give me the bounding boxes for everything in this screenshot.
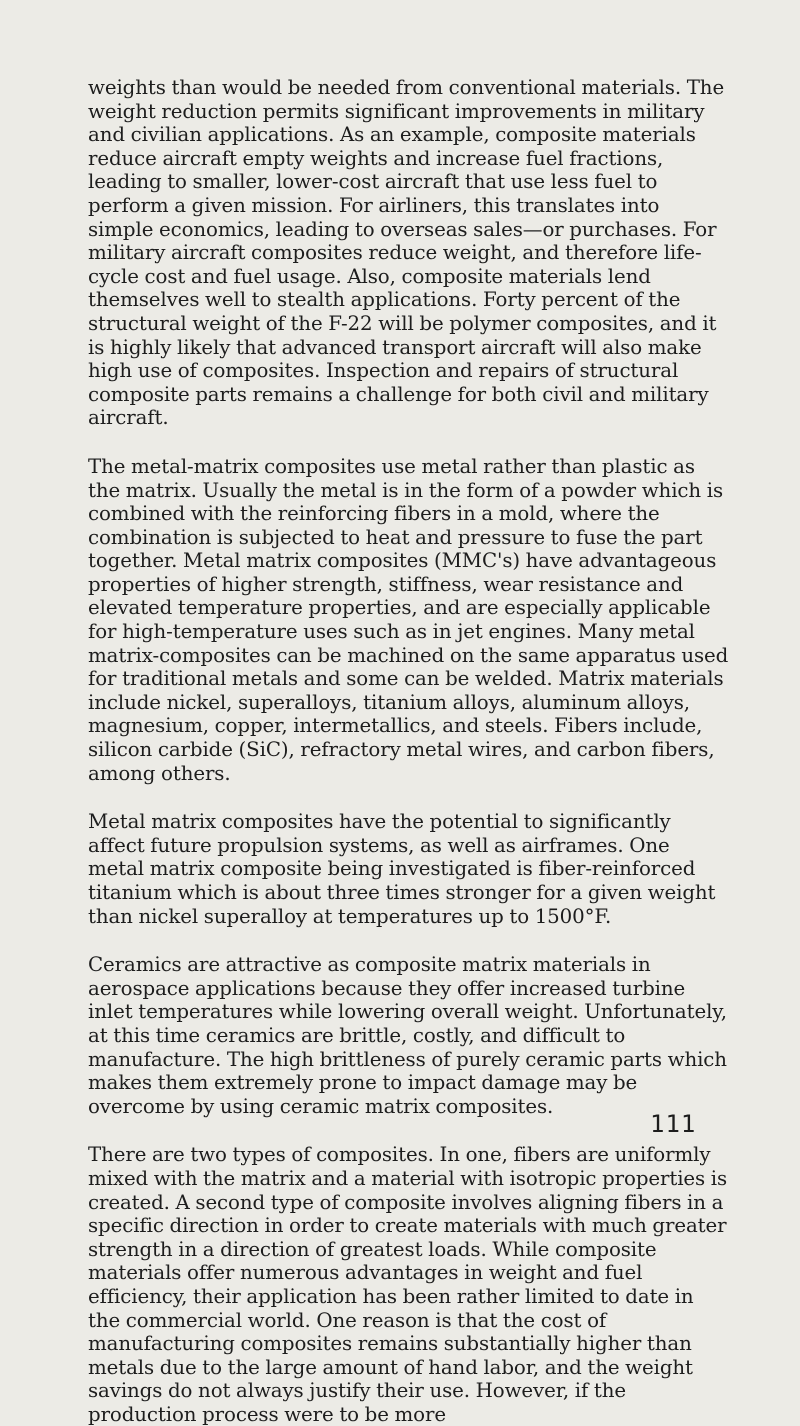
paragraph-composite-types: There are two types of composites. In one, fibers are uniformly mixed with the matrix and a material with isotropic properties is created. A second type of composite involves aligning fibers in a specific direction in order to create materials with much greater strength in a direction of greatest loads. While composite materials offer numerous advantages in weight and fuel efficiency, their application has been rather limited to date in the commercial world. One reason is that the cost of manufacturing composites remains substantially higher than metals due to the large amount of hand labor, and the weight savings do not always justify their use. However, if the production process were to be more — [88, 1143, 728, 1426]
paragraph-ceramic-matrix: Ceramics are attractive as composite matrix materials in aerospace applications because they offer increased turbine inlet temperatures while lowering overall weight. Unfortunately, at this time ceramics are brittle, costly, and difficult to manufacture. The high brittleness of purely ceramic parts which makes them extremely prone to impact damage may be overcome by using ceramic matrix composites. — [88, 953, 727, 1118]
page-number: 111 — [650, 1110, 697, 1138]
paragraph-composite-weight-benefits: weights than would be needed from conventional materials. The weight reduction permits significant improvements in military and civilian applications. As an example, composite materials reduce aircraft empty weights and increase fuel fractions, leading to smaller, lower-cost aircraft that use less fuel to perform a given mission. For airliners, this translates into simple economics, leading to overseas sales—or purchases. For military aircraft composites reduce weight, and therefore life-cycle cost and fuel usage. Also, composite materials lend themselves well to stealth applications. Forty percent of the structural weight of the F-22 will be polymer composites, and it is highly likely that advanced transport aircraft will also make high use of composites. Inspection and repairs of structural composite parts remains a challenge for both civil and military aircraft. — [88, 76, 725, 430]
body-text — [88, 76, 730, 1426]
paragraph-metal-matrix-composites: The metal-matrix composites use metal rather than plastic as the matrix. Usually the metal is in the form of a powder which is combined with the reinforcing fibers in a mold, where the combination is subjected to heat and pressure to fuse the part together. Metal matrix composites (MMC's) have advantageous properties of higher strength, stiffness, wear resistance and elevated temperature properties, and are especially applicable for high-temperature uses such as in jet engines. Many metal matrix-composites can be machined on the same apparatus used for traditional metals and some can be welded. Matrix materials include nickel, superalloys, titanium alloys, aluminum alloys, magnesium, copper, intermetallics, and steels. Fibers include, silicon carbide (SiC), refractory metal wires, and carbon fibers, among others. — [88, 454, 729, 785]
paragraph-mmc-propulsion: Metal matrix composites have the potential to significantly affect future propulsion systems, as well as airframes. One metal matrix composite being investigated is fiber-reinforced titanium which is about three times stronger for a given weight than nickel superalloy at temperatures up to 1500°F. — [88, 810, 716, 928]
